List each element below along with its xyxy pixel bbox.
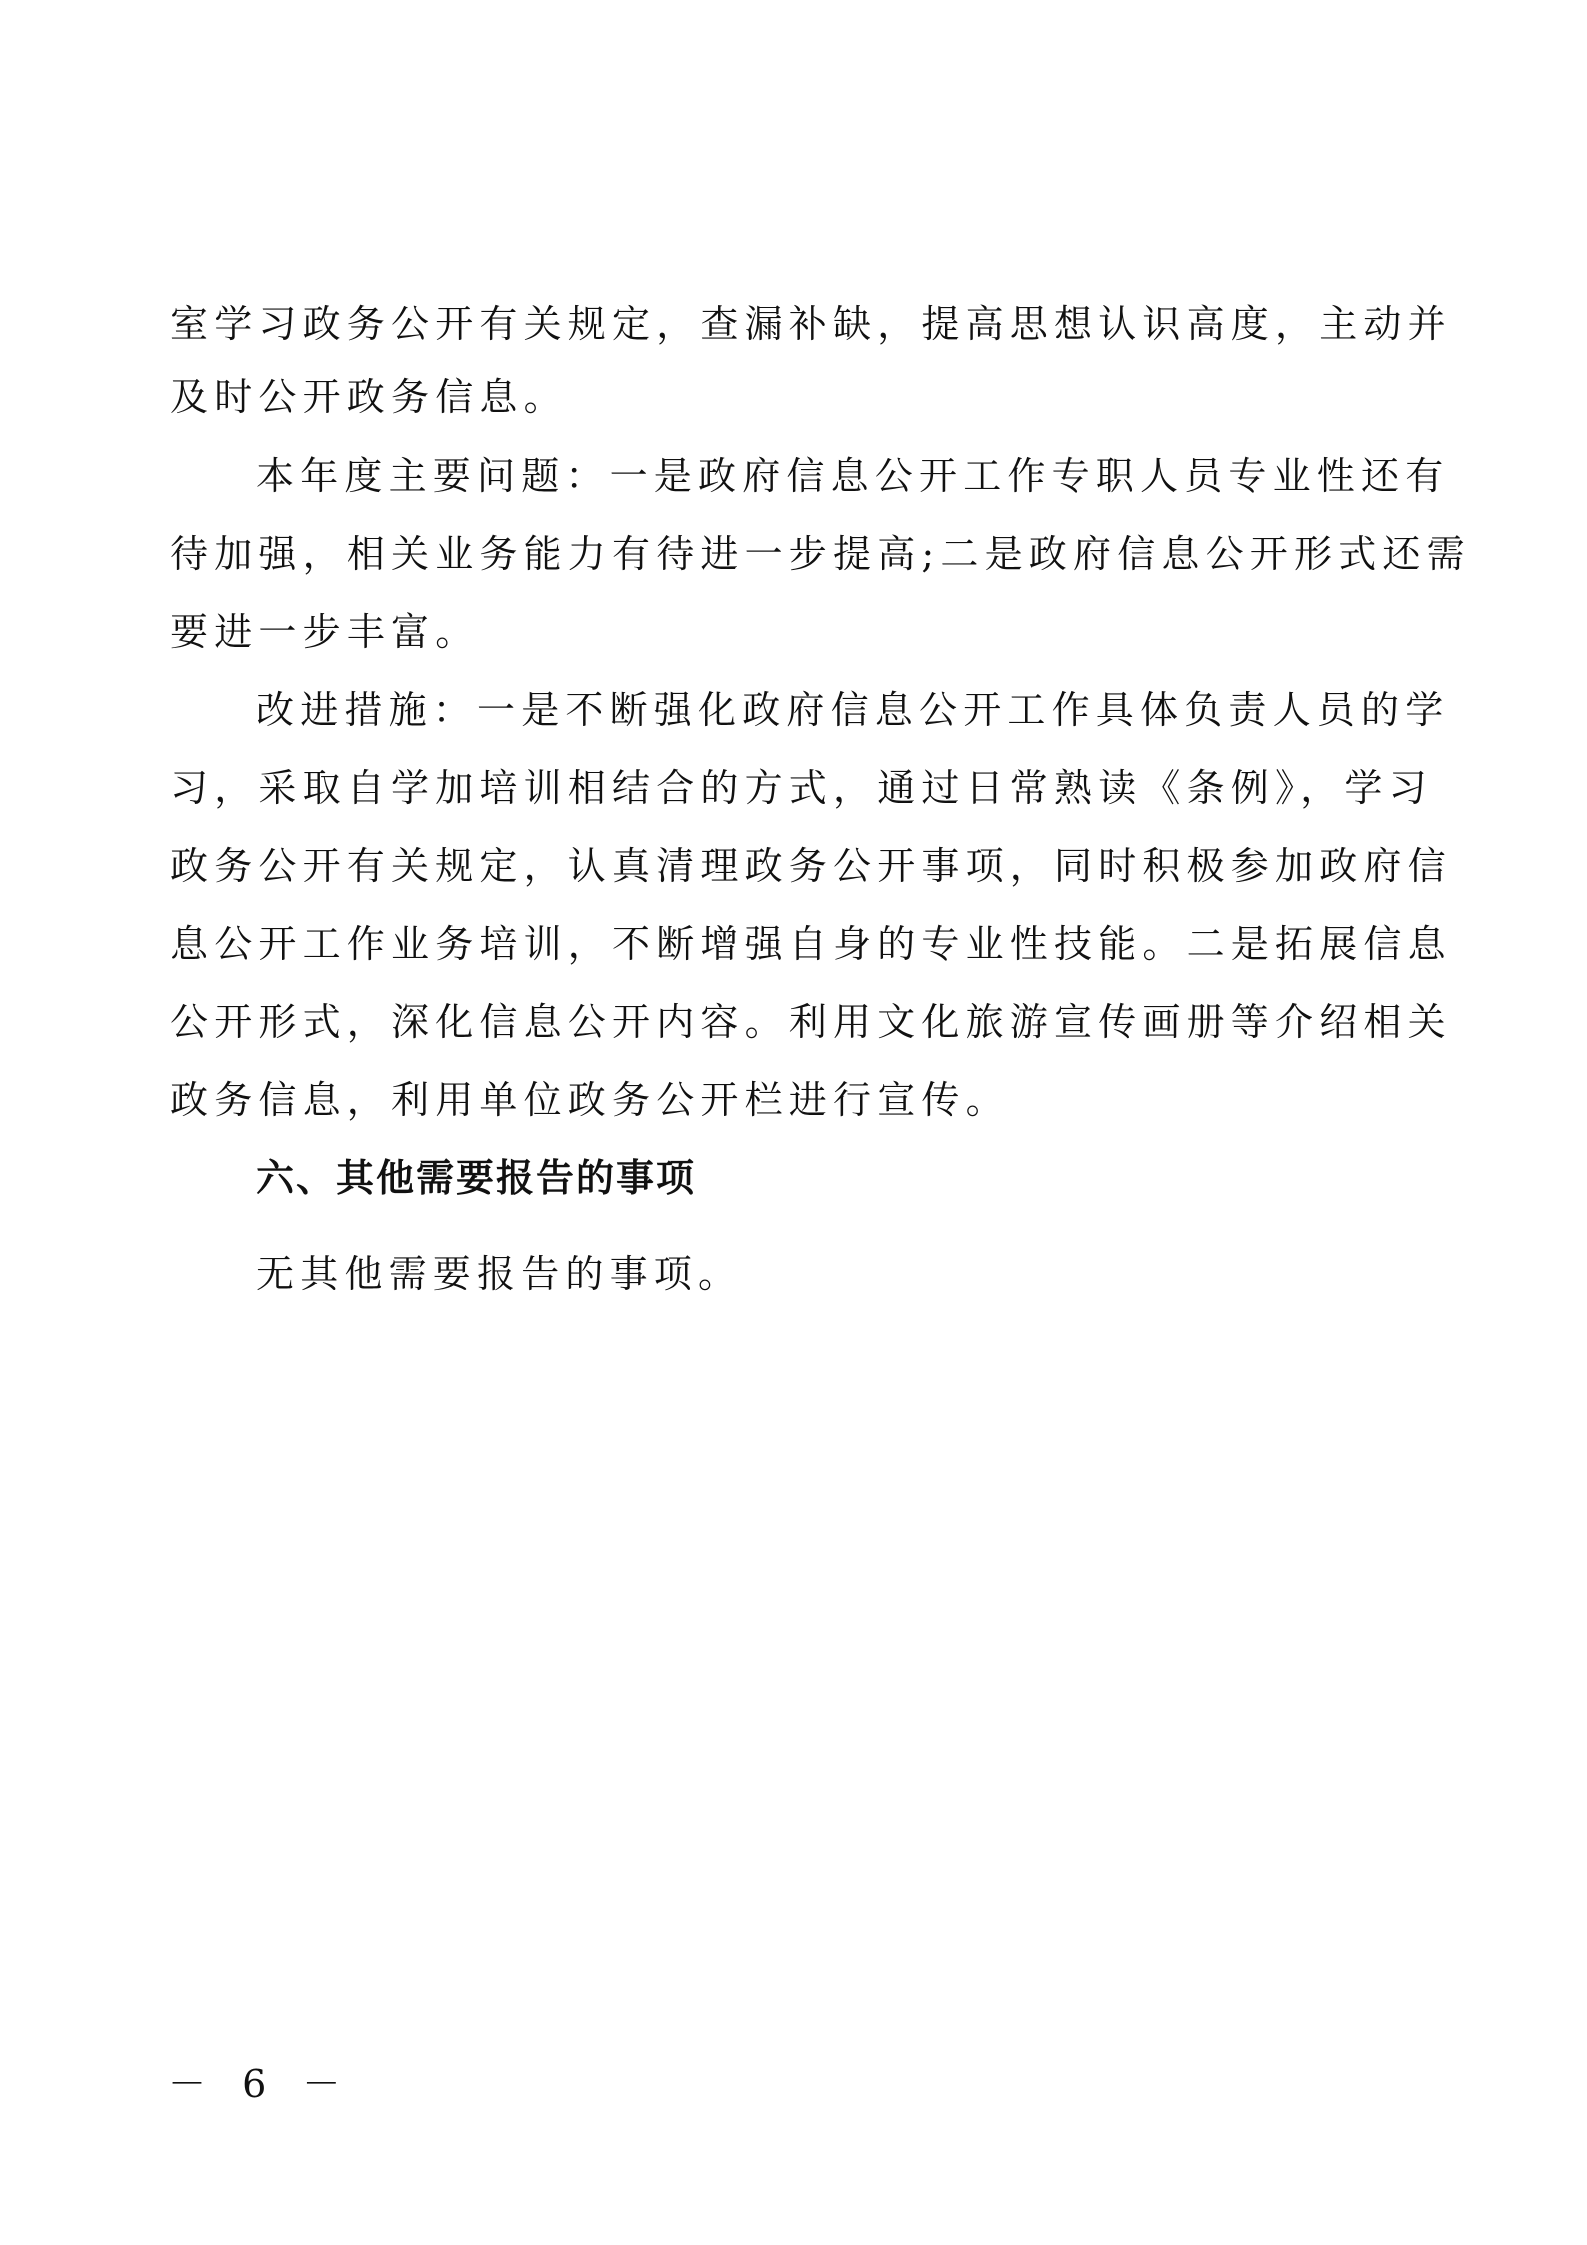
paragraph-line: 及时公开政务信息。 bbox=[170, 375, 568, 419]
section-heading: 六、其他需要报告的事项 bbox=[256, 1156, 697, 1200]
paragraph-line: 政务信息，利用单位政务公开栏进行宣传。 bbox=[170, 1078, 1010, 1122]
paragraph-line: 改进措施：一是不断强化政府信息公开工作具体负责人员的学 bbox=[256, 688, 1450, 732]
paragraph-line: 习，采取自学加培训相结合的方式，通过日常熟读《条例》，学习 bbox=[170, 766, 1433, 810]
paragraph-line: 息公开工作业务培训，不断增强自身的专业性技能。二是拓展信息 bbox=[170, 922, 1452, 966]
paragraph-line: 要进一步丰富。 bbox=[170, 610, 480, 654]
page-number: － 6 － bbox=[168, 2062, 353, 2106]
paragraph-line: 室学习政务公开有关规定，查漏补缺，提高思想认识高度，主动并 bbox=[170, 302, 1452, 346]
paragraph-line: 政务公开有关规定，认真清理政务公开事项，同时积极参加政府信 bbox=[170, 844, 1452, 888]
paragraph-line: 公开形式，深化信息公开内容。利用文化旅游宣传画册等介绍相关 bbox=[170, 1000, 1452, 1044]
paragraph-line: 本年度主要问题：一是政府信息公开工作专职人员专业性还有 bbox=[256, 454, 1450, 498]
section-body: 无其他需要报告的事项。 bbox=[256, 1252, 743, 1296]
paragraph-line: 待加强，相关业务能力有待进一步提高;二是政府信息公开形式还需 bbox=[170, 532, 1471, 576]
